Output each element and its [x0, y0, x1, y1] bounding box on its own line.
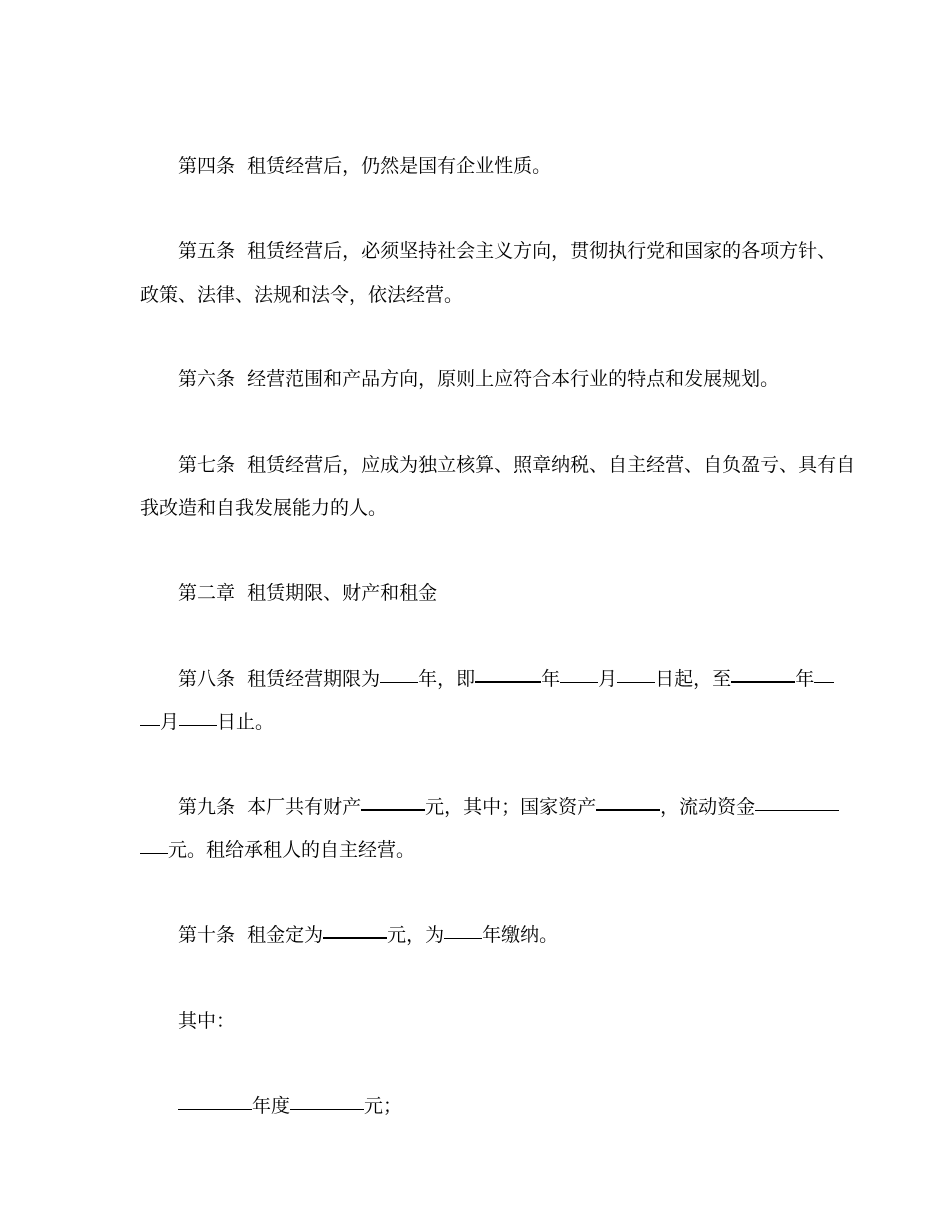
yearly-year-blank[interactable]: [178, 1108, 252, 1110]
article-9-cont: [140, 829, 812, 871]
end-month-blank-part-1[interactable]: [814, 681, 834, 683]
article-8-text-1: 租赁经营期限为: [247, 668, 381, 690]
article-10: [140, 914, 812, 956]
chapter-2-heading: 第二章: [178, 582, 236, 604]
article-4-line: [140, 145, 812, 187]
rent-amount-blank[interactable]: [323, 936, 387, 939]
total-property-blank[interactable]: [361, 808, 425, 811]
chapter-2-line: [140, 572, 812, 614]
article-10-text-3: 年缴纳。: [482, 924, 559, 946]
article-5-line-1: [140, 230, 837, 272]
yearly-text-2: 元；: [364, 1095, 403, 1117]
end-day-blank[interactable]: [179, 724, 217, 726]
article-7: [140, 444, 856, 486]
yearly-rent-line-content: [140, 1085, 812, 1127]
start-year-blank[interactable]: [475, 680, 541, 683]
article-9-text-4: 元。租给承租人的自主经营。: [168, 839, 416, 861]
article-7-text-1: 租赁经营后，应成为独立核算、照章纳税、自主经营、自负盈亏、具有自: [247, 454, 856, 476]
article-8-text-3: 年: [541, 668, 561, 690]
yearly-rent-line: [140, 1085, 812, 1127]
article-5-cont: [140, 274, 812, 316]
article-9-text-3: ，流动资金: [660, 796, 756, 818]
article-9-line-2: [140, 829, 812, 871]
start-day-blank[interactable]: [617, 681, 655, 683]
state-assets-blank[interactable]: [596, 808, 660, 811]
article-4: [140, 145, 812, 187]
article-8-text-8: 日止。: [217, 711, 275, 733]
rent-period-blank[interactable]: [444, 937, 482, 939]
article-10-line: [140, 914, 812, 956]
end-month-blank-part-2[interactable]: [140, 724, 160, 726]
chapter-2-title: 租赁期限、财产和租金: [247, 582, 438, 604]
start-month-blank[interactable]: [560, 681, 598, 683]
yearly-amount-blank[interactable]: [290, 1108, 364, 1110]
article-7-line-2: 我改造和自我发展能力的人。: [140, 497, 388, 519]
working-capital-blank-part-2[interactable]: [140, 852, 168, 854]
article-4-text: 租赁经营后，仍然是国有企业性质。: [247, 155, 552, 177]
article-5-line-2: 政策、法律、法规和法令，依法经营。: [140, 284, 464, 306]
article-8: [140, 658, 815, 700]
article-5-heading: 第五条: [178, 240, 236, 262]
yearly-text-1: 年度: [252, 1095, 291, 1117]
article-6: [140, 358, 812, 400]
article-5-text-1: 租赁经营后，必须坚持社会主义方向，贯彻执行党和国家的各项方针、: [247, 240, 837, 262]
article-6-line: [140, 358, 812, 400]
article-10-text-1: 租金定为: [247, 924, 324, 946]
working-capital-blank-part-1[interactable]: [755, 809, 839, 811]
among-paragraph: [140, 1000, 812, 1042]
article-9-text-2: 元，其中；国家资产: [425, 796, 597, 818]
end-year-blank[interactable]: [731, 680, 795, 683]
article-7-cont: [140, 487, 812, 529]
article-6-text: 经营范围和产品方向，原则上应符合本行业的特点和发展规划。: [247, 368, 780, 390]
article-7-line-1: [140, 444, 856, 486]
article-8-text-5: 日起，至: [655, 668, 732, 690]
article-8-line-1: [140, 658, 815, 700]
article-9: [140, 786, 812, 828]
chapter-2: [140, 572, 812, 614]
article-10-heading: 第十条: [178, 924, 236, 946]
article-8-text-7: 月: [160, 711, 180, 733]
article-8-text-2: 年，即: [418, 668, 476, 690]
article-6-heading: 第六条: [178, 368, 236, 390]
article-4-heading: 第四条: [178, 155, 236, 177]
article-9-line-1: [140, 786, 812, 828]
article-7-heading: 第七条: [178, 454, 236, 476]
among-text: 其中：: [178, 1010, 236, 1032]
article-5: [140, 230, 837, 272]
article-8-text-4: 月: [598, 668, 618, 690]
article-8-cont: [140, 701, 812, 743]
article-9-heading: 第九条: [178, 796, 236, 818]
article-8-text-6: 年: [795, 668, 815, 690]
article-10-text-2: 元，为: [387, 924, 445, 946]
term-years-blank[interactable]: [380, 681, 418, 683]
article-8-line-2: [140, 701, 812, 743]
article-9-text-1: 本厂共有财产: [247, 796, 362, 818]
article-8-heading: 第八条: [178, 668, 236, 690]
